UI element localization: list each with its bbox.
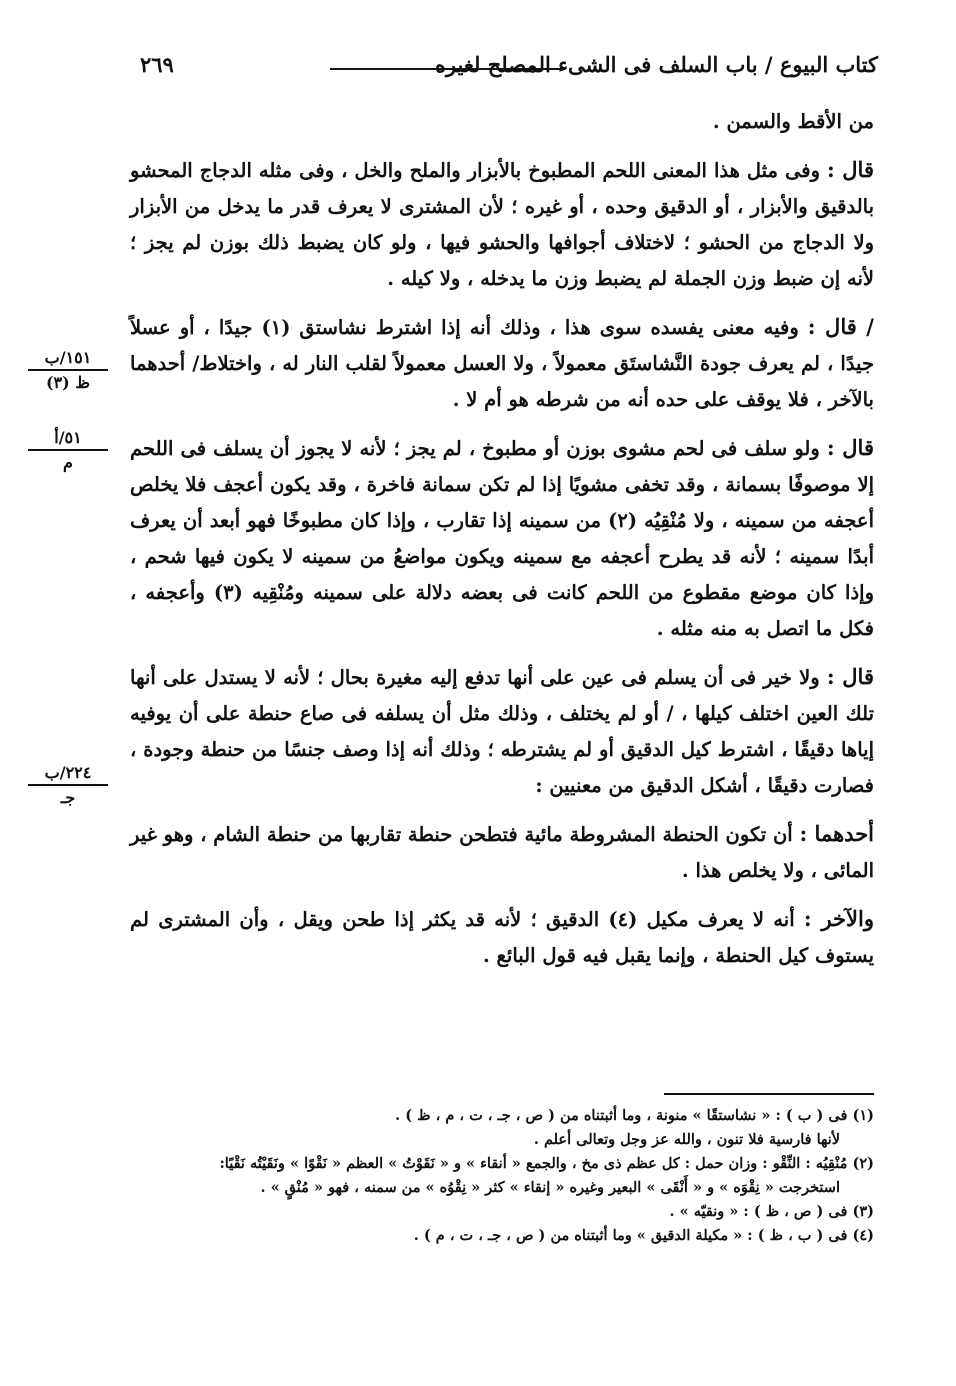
paragraph-3 [130,430,874,647]
running-header [130,52,878,92]
margin-note-ms: جـ [60,788,76,807]
paragraph-lead: قال : [827,157,874,182]
paragraph-lead: / قال : [807,314,874,339]
margin-note-folio: ٢٢٤/ب [44,763,92,782]
margin-note-folio: ١٥١/ب [44,348,92,367]
paragraph-5 [130,816,874,889]
paragraph-lead: والآخر : [803,906,874,931]
margin-note-1 [22,348,114,392]
margin-note-2 [22,428,114,472]
paragraph-text: أن تكون الحنطة المشروطة مائية فتطحن حنطة تقاربها من حنطة الشام ، وهو غير المائى ، ولا يخلص هذا . [130,823,874,882]
margin-note-rule [28,784,108,786]
paragraph-lead: قال : [826,435,874,460]
main-text [130,104,874,986]
margin-note-ms: م [63,453,73,472]
footnote-4: (٤) فى ( ب ، ظ ) : « مكيلة الدقيق » وما أثبتناه من ( ص ، جـ ، ت ، م ) . [413,1227,874,1244]
margin-note-rule [28,369,108,371]
footnote-1-continuation: لأنها فارسية فلا تنون ، والله عز وجل وتعالى أعلم . [533,1131,840,1148]
header-rule [330,68,562,70]
paragraph-text: وفى مثل هذا المعنى اللحم المطبوخ بالأبزار والملح والخل ، وفى مثله الدجاج المحشو بالدقيق والأبزار ، أو الدقيق وحده ، أو غيره ؛ لأن المشترى لا يعرف قدر ما يدخل من الأبزار ولا الدجاج من الحشو ؛ لاختلاف أجوافها والحشو فيها ، ولو كان يضبط ذلك بوزن لم يجز ؛ لأنه إن ضبط وزن الجملة لم يضبط وزن ما يدخله ، ولا كيله . [130,159,874,290]
paragraph-text: أنه لا يعرف مكيل (٤) الدقيق ؛ لأنه قد يكثر إذا طحن ويقل ، وأن المشترى لم يستوف كيل الحنطة ، وإنما يقبل فيه قول البائع . [130,908,874,967]
paragraph-text: ولا خير فى أن يسلم فى عين على أنها تدفع إليه مغيرة بحال ؛ لأنه لا يستدل على أنها تلك العين اختلف كيلها ، / أو لم يختلف ، وذلك مثل أن يسلفه فى صاع حنطة على أن يوفيه إياها دقيقًا ، اشترط كيل الدقيق أو لم يشترطه ؛ وذلك أنه إذا وصف جنسًا من حنطة وجودة ، فصارت دقيقًا ، أشكل الدقيق من معنيين : [130,666,874,797]
margin-note-ms: ظ (٣) [45,373,91,392]
footnote-2-continuation: استخرجت « نِقْوَه » و « أَنْقَى » البعير وغيره « إنقاء » كثر « نِقْوُه » من سمنه ، فهو « مُنْقٍ » . [260,1179,840,1196]
paragraph-lead: أحدهما : [799,821,875,846]
footnote-3: (٣) فى ( ص ، ظ ) : « ونقيّه » . [669,1203,874,1220]
running-title: كتاب البيوع / باب السلف فى الشىء المصلح لغيره [434,52,878,77]
paragraph-0: من الأقط والسمن . [712,110,874,133]
footnote-1: (١) فى ( ب ) : « نشاستقًا » منونة ، وما أثبتناه من ( ص ، جـ ، ت ، م ، ظ ) . [395,1107,874,1124]
footnotes [130,1104,874,1248]
footnote-rule [664,1093,874,1095]
paragraph-6 [130,901,874,974]
footnote-2: (٢) مُنْقِيُه : النِّقْو : وزان حمل : كل عظم ذى مخ ، والجمع « أنقاء » و « نَقَوْتُ » العظم « نَقْوًا » ونَقَيْتُه نَقْيًا: [219,1155,874,1172]
margin-note-rule [28,449,108,451]
margin-note-folio: ٥١/أ [54,428,82,447]
paragraph-4 [130,659,874,804]
paragraph-text: ولو سلف فى لحم مشوى بوزن أو مطبوخ ، لم يجز ؛ لأنه لا يجوز أن يسلف فى اللحم إلا موصوفًا بسمانة ، وقد تخفى مشويًا إذا لم تكن سمانة فاخرة ، وقد يكون أعجف فلا يخلص أعجفه من سمينه ، ولا مُنْقِيُه (٢) من سمينه إذا تقارب ، وإذا كان مطبوخًا فهو أبعد أن يعرف أبدًا سمينه ؛ لأنه قد يطرح أعجفه مع سمينه ويكون مواضعُ من سمينه لا يكون فيها شحم ، وإذا كان موضع مقطوع من اللحم كانت فى بعضه دلالة على سمينه ومُنْقِيه (٣) وأعجفه ، فكل ما اتصل به منه مثله . [130,437,874,640]
page-number: ٢٦٩ [140,52,174,77]
paragraph-text: وفيه معنى يفسده سوى هذا ، وذلك أنه إذا اشترط نشاستق (١) جيدًا ، أو عسلاً جيدًا ، لم يعرف جودة النَّشاستَق معمولاً ، ولا العسل معمولاً لقلب النار له ، واختلاط/ أحدهما بالآخر ، فلا يوقف على حده أنه من شرطه هو أم لا . [130,316,874,411]
paragraph-1 [130,152,874,297]
margin-note-3 [22,763,114,807]
paragraph-2 [130,309,874,418]
paragraph-lead: قال : [826,664,874,689]
